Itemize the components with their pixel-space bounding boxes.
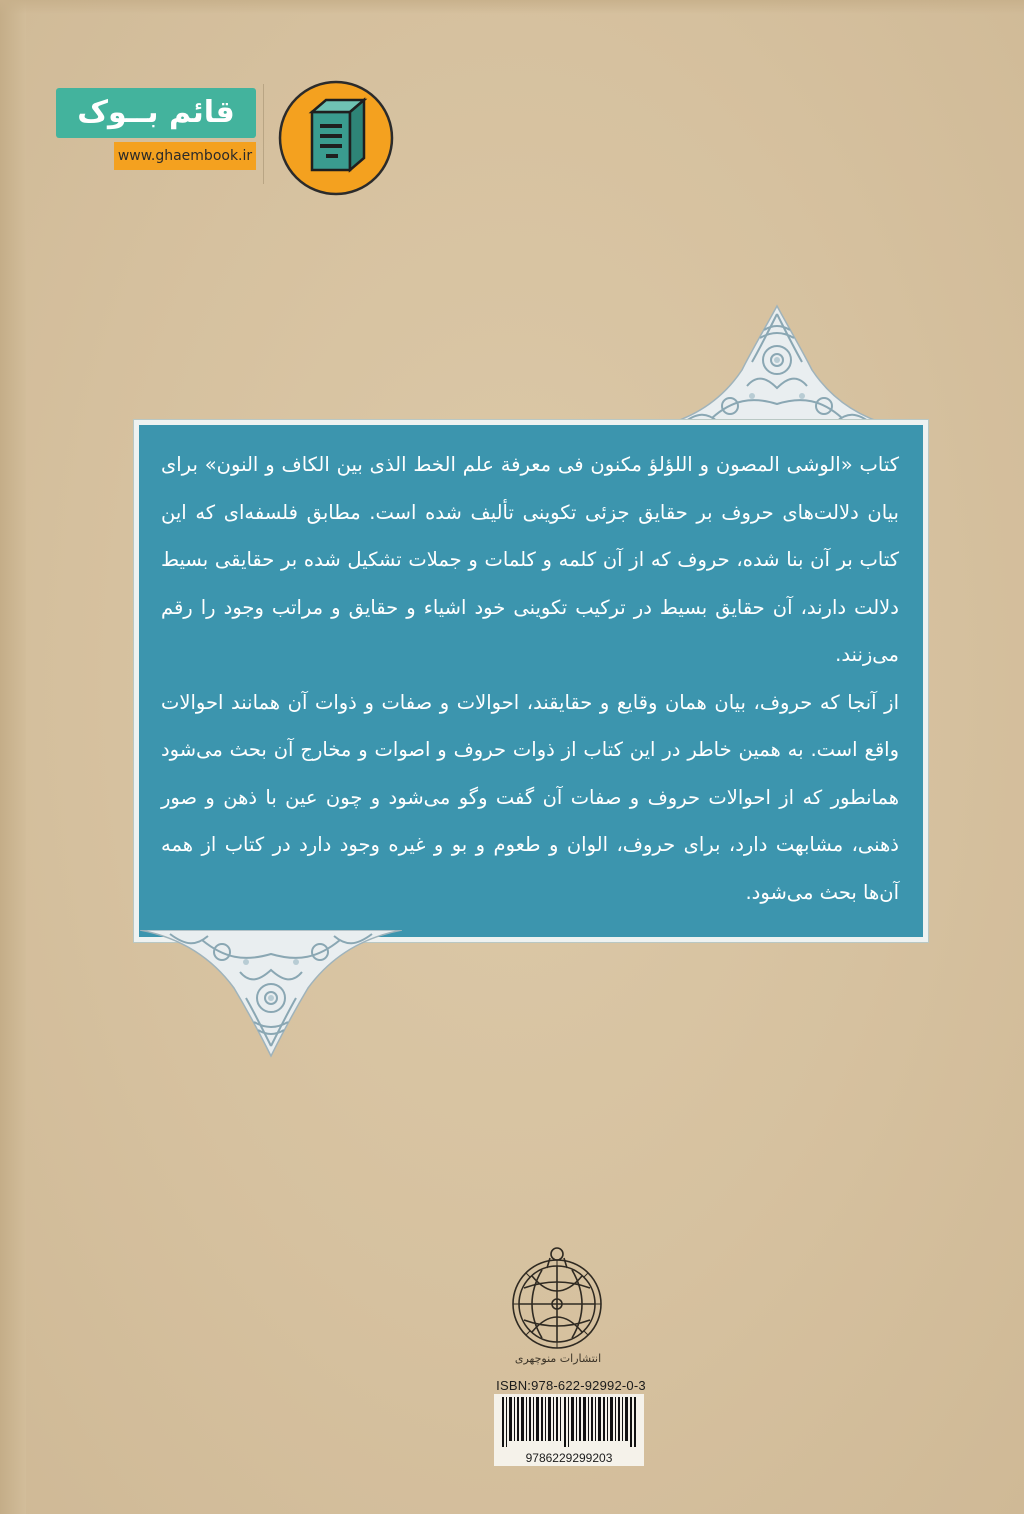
arabesque-ornament-bottom xyxy=(140,930,402,1060)
arabesque-ornament-top xyxy=(652,300,902,428)
spine-edge xyxy=(0,0,26,1514)
brand-logo[interactable] xyxy=(56,78,356,198)
description-paragraph-2: از آنجا که حروف، بیان همان وقایع و حقایقند، احوالات و صفات و ذوات آن همانند احوالات واقع است. به همین خاطر در این کتاب از ذوات حروف و اصوات و مخارج آن بحث می‌شود همانطور که از احوالات حروف و صفات آن گفت وگو می‌شود و چون عین با ذهن و صور ذهنی، مشابهت دارد، برای حروف، الوان و طعوم و بو و غیره وجود دارد در کتاب از همه آن‌ها بحث می‌شود. xyxy=(161,690,899,904)
brand-divider xyxy=(263,84,264,184)
brand-name: قائم بــوک xyxy=(56,88,256,138)
barcode-icon xyxy=(502,1397,636,1447)
publisher-astrolabe-icon xyxy=(502,1236,612,1356)
barcode-box xyxy=(494,1394,644,1450)
brand-url: www.ghaembook.ir xyxy=(114,142,256,170)
top-edge xyxy=(0,0,1024,14)
description-paragraph-1: کتاب «الوشی المصون و اللؤلؤ مکنون فی معرفة علم الخط الذی بین الکاف و النون» برای بیان دلالت‌های حروف بر حقایق جزئی تکوینی تألیف شده است. مطابق فلسفه‌ای که این کتاب بر آن بنا شده، حروف که از آن کلمه و کلمات و جملات تشکیل شده بر حقایقی بسیط دلالت دارند، آن حقایق بسیط در ترکیب تکوینی خود اشیاء و حقایق و مراتب وجود را رقم می‌زنند. xyxy=(161,453,899,666)
publisher-name: انتشارات منوچهری xyxy=(514,1352,602,1365)
barcode-number: 9786229299203 xyxy=(494,1450,644,1466)
description-text xyxy=(161,441,899,916)
description-panel xyxy=(134,420,928,942)
book-badge-icon xyxy=(276,78,396,198)
isbn-label: ISBN:978-622-92992-0-3 xyxy=(496,1378,646,1393)
